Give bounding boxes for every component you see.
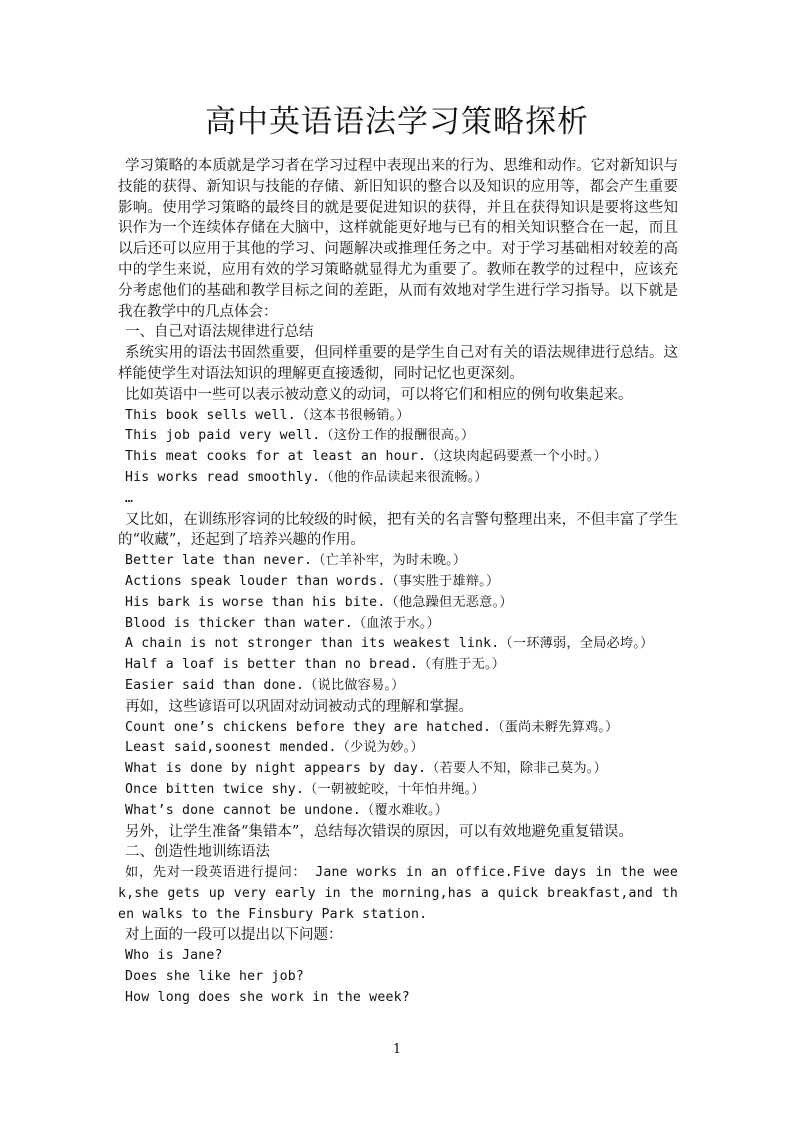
intro-paragraph: 学习策略的本质就是学习者在学习过程中表现出来的行为、思维和动作。它对新知识与技能的获得、新知识与技能的存储、新旧知识的整合以及知识的应用等，都会产生重要影响。使用学习策略的最终目的就是要促进知识的获得，并且在获得知识是要将这些知识作为一个连续体存储在大脑中，这样就能更好地与已有的相关知识整合在一起，而且以后还可以应用于其他的学习、问题解决或推理任务之中。对于学习基础相对较差的高中的学生来说，应用有效的学习策略就显得尤为重要了。教师在教学的过程中，应该充分考虑他们的基础和教学目标之间的差距，从而有效地对学生进行学习指导。以下就是我在教学中的几点体会： [118,158,678,320]
section-heading: 二、创造性地训练语法 [125,844,270,861]
example-line: Count one’s chickens before they are hatched.（蛋尚未孵先算鸡。） [125,719,619,735]
section-paragraph: 系统实用的语法书固然重要，但同样重要的是学生自己对有关的语法规律进行总结。这样能使学生对语法知识的理解更直接透彻，同时记忆也更深刻。 [118,345,678,382]
example-line: Easier said than done.（说比做容易。） [125,677,405,693]
section-paragraph: 如，先对一段英语进行提问： Jane works in an office.Five days in the week,she gets up very early in the morning,has a quick breakfast,and then walks to the Finsbury Park station. [118,865,678,922]
question-line: Does she like her job? [125,969,305,985]
questions-intro: 对上面的一段可以提出以下问题： [125,927,343,944]
example-line: This book sells well.（这本书很畅销。） [125,407,410,423]
comparative-example-list [118,551,678,697]
question-line: Who is Jane? [125,948,223,964]
passive-example-list [118,406,678,510]
page-number: 1 [392,1042,402,1057]
example-line: Once bitten twice shy.（一朝被蛇咬，十年怕井绳。） [125,781,485,797]
example-line: What is done by night appears by day.（若要人不知，除非己莫为。） [125,761,607,777]
example-line: What’s done cannot be undone.（覆水难收。） [125,802,449,818]
example-line: His works read smoothly.（他的作品读起来很流畅。） [125,469,488,485]
ellipsis-line: … [125,490,134,506]
example-line: This job paid very well.（这份工作的报酬很高。） [125,428,475,444]
error-book-paragraph: 另外，让学生准备“集错本”，总结每次错误的原因，可以有效地避免重复错误。 [125,823,633,840]
example-line: Better late than never.（亡羊补牢，为时未晚。） [125,553,467,569]
example-line: This meat cooks for at least an hour.（这块肉起码要煮一个小时。） [125,449,607,465]
example-line: His bark is worse than his bite.（他急躁但无恶意。） [125,594,513,610]
comparative-intro: 又比如，在训练形容词的比较级的时候，把有关的名言警句整理出来，不但丰富了学生的“收藏”，还起到了培养兴趣的作用。 [118,511,678,549]
example-line: Least said,soonest mended.（少说为妙。） [125,740,424,756]
example-line: A chain is not stronger than its weakest link.（一环薄弱，全局必垮。） [125,636,654,652]
example-line: Actions speak louder than words.（事实胜于雄辩。） [125,573,500,589]
proverb-example-list [118,718,678,822]
passive-intro: 比如英语中一些可以表示被动意义的动词，可以将它们和相应的例句收集起来。 [125,386,633,403]
document-title: 高中英语语法学习策略探析 [205,104,589,140]
section-heading: 一、自己对语法规律进行总结 [125,324,314,341]
document-body [118,156,678,1009]
question-list [118,946,678,1008]
example-line: Blood is thicker than water.（血浓于水。） [125,615,441,631]
example-line: Half a loaf is better than no bread.（有胜于无。） [125,657,506,673]
question-line: How long does she work in the week? [125,989,410,1005]
proverb-intro: 再如，这些谚语可以巩固对动词被动式的理解和掌握。 [125,698,473,715]
